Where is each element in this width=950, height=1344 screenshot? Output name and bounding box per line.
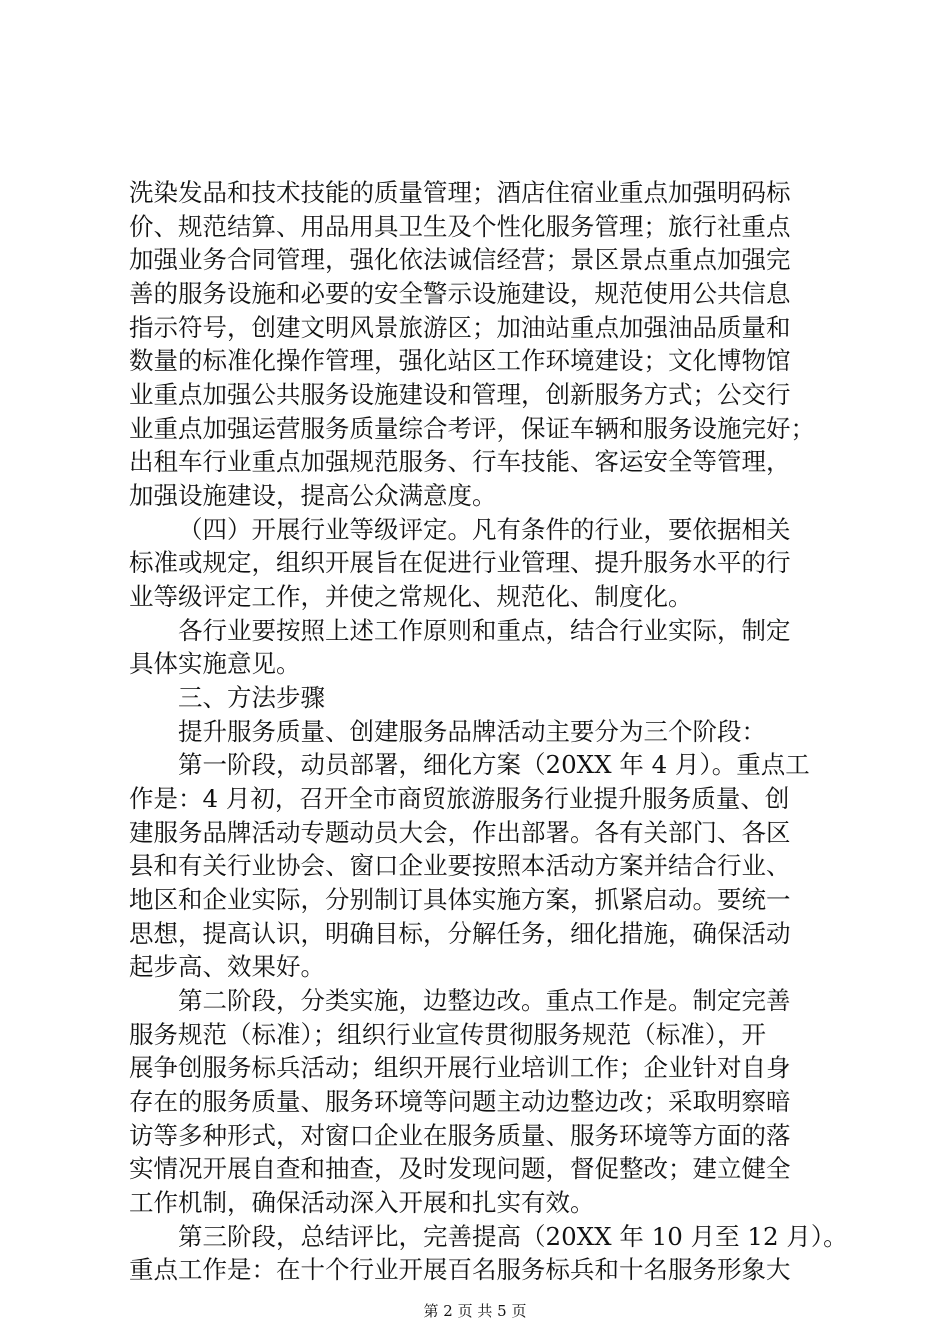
stage-one-heading: 第一阶段，动员部署，细化方案（20XX 年 4 月）。重点工 [178, 750, 810, 779]
body-text-line: 标准或规定，组织开展旨在促进行业管理、提升服务水平的行 [129, 548, 791, 577]
body-text-line: 指示符号，创建文明风景旅游区；加油站重点加强油品质量和 [129, 313, 791, 342]
body-text-line: 展争创服务标兵活动；组织开展行业培训工作；企业针对自身 [129, 1053, 791, 1082]
body-text-line: 出租车行业重点加强规范服务、行车技能、客运安全等管理， [129, 447, 791, 476]
body-text-line: 数量的标准化操作管理，强化站区工作环境建设；文化博物馆 [129, 346, 791, 375]
body-text-line: 工作机制，确保活动深入开展和扎实有效。 [129, 1188, 595, 1217]
body-text-line: 存在的服务质量、服务环境等问题主动边整边改；采取明察暗 [129, 1087, 791, 1116]
body-text-line: 业重点加强公共服务设施建设和管理，创新服务方式；公交行 [129, 380, 791, 409]
stage-three-heading: 第三阶段，总结评比，完善提高（20XX 年 10 月至 12 月）。 [178, 1222, 848, 1251]
body-text-line: 服务规范（标准）；组织行业宣传贯彻服务规范（标准），开 [129, 1020, 766, 1049]
body-text-line: 加强业务合同管理，强化依法诚信经营；景区景点重点加强完 [129, 245, 791, 274]
section-heading-methods: 三、方法步骤 [178, 683, 325, 712]
body-text-line: 善的服务设施和必要的安全警示设施建设，规范使用公共信息 [129, 279, 791, 308]
body-text-line: 建服务品牌活动专题动员大会，作出部署。各有关部门、各区 [129, 818, 791, 847]
body-text-line: 提升服务质量、创建服务品牌活动主要分为三个阶段： [178, 717, 766, 746]
page-footer: 第 2 页 共 5 页 [423, 1302, 527, 1320]
body-text-line: 重点工作是：在十个行业开展百名服务标兵和十名服务形象大 [129, 1255, 791, 1284]
body-text-line: 作是：4 月初，召开全市商贸旅游服务行业提升服务质量、创 [129, 784, 790, 813]
body-text-line: 实情况开展自查和抽查，及时发现问题，督促整改；建立健全 [129, 1154, 791, 1183]
body-text-line: 访等多种形式，对窗口企业在服务质量、服务环境等方面的落 [129, 1121, 791, 1150]
body-text-line: 业重点加强运营服务质量综合考评，保证车辆和服务设施完好； [129, 414, 815, 443]
body-text-line: 起步高、效果好。 [129, 952, 325, 981]
section-heading-4: （四）开展行业等级评定。凡有条件的行业，要依据相关 [178, 515, 791, 544]
body-text-line: 加强设施建设，提高公众满意度。 [129, 481, 497, 510]
body-text-line: 价、规范结算、用品用具卫生及个性化服务管理；旅行社重点 [129, 212, 791, 241]
body-text-line: 地区和企业实际，分别制订具体实施方案，抓紧启动。要统一 [129, 885, 791, 914]
body-text-line: 具体实施意见。 [129, 649, 301, 678]
body-text-line: 业等级评定工作，并使之常规化、规范化、制度化。 [129, 582, 693, 611]
body-text-line: 各行业要按照上述工作原则和重点，结合行业实际，制定 [178, 616, 791, 645]
body-text-line: 县和有关行业协会、窗口企业要按照本活动方案并结合行业、 [129, 851, 791, 880]
body-text-line: 思想，提高认识，明确目标，分解任务，细化措施，确保活动 [129, 919, 791, 948]
stage-two-heading: 第二阶段，分类实施，边整边改。重点工作是。制定完善 [178, 986, 791, 1015]
body-text-line: 洗染发品和技术技能的质量管理；酒店住宿业重点加强明码标 [129, 178, 791, 207]
